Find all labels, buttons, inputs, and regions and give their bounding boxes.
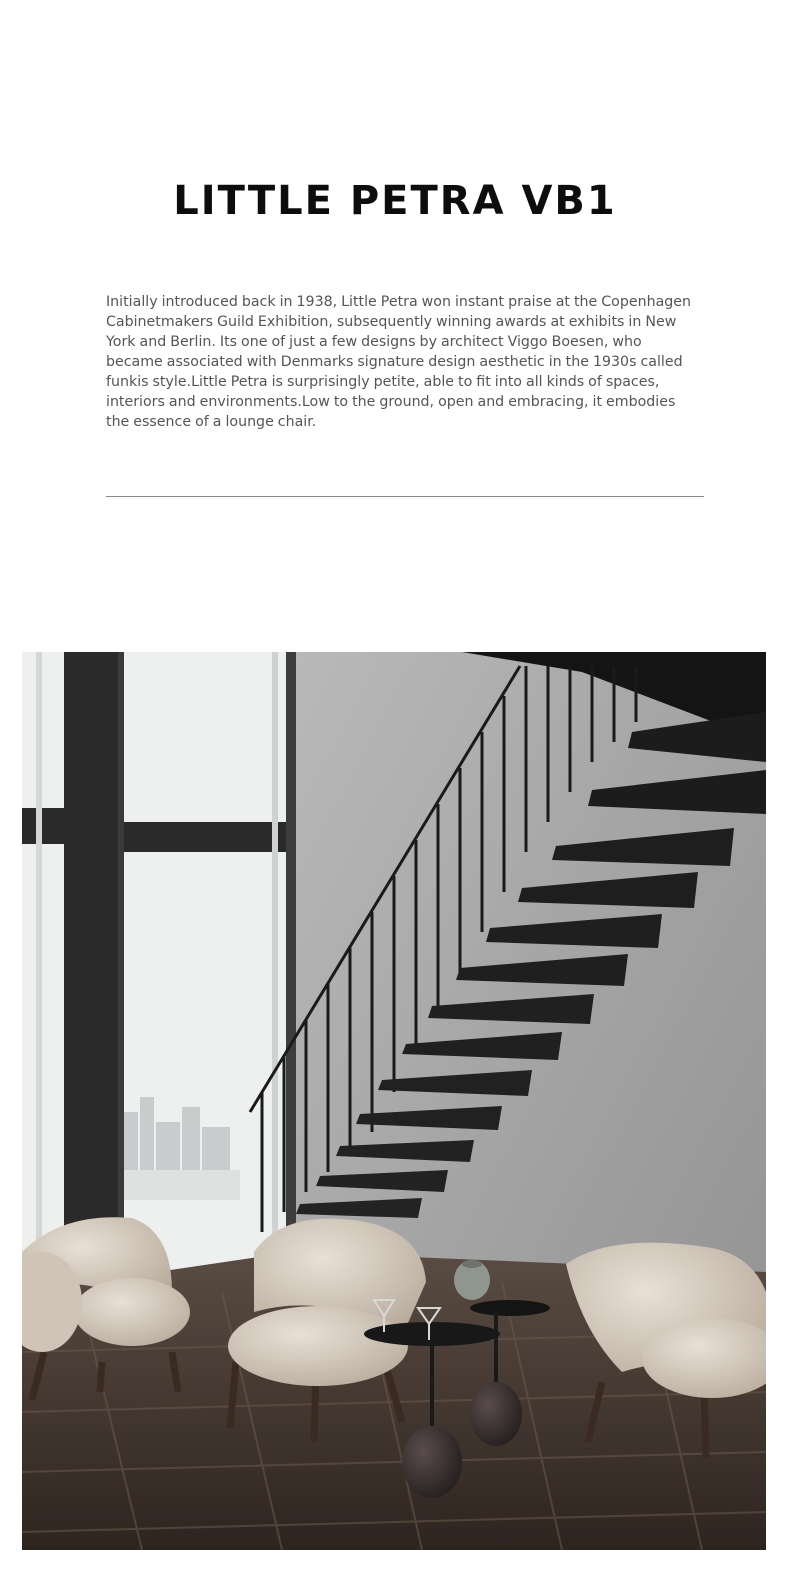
- page-title: LITTLE PETRA VB1: [173, 178, 617, 224]
- product-description: Initially introduced back in 1938, Little Petra won instant praise at the Copenhagen Cabinetmakers Guild Exhibition, subsequently winning awards at exhibits in New York and Berlin. Its one of just a few designs by architect Viggo Boesen, who became associated with Denmarks signature design aesthetic in the 1930s called funkis style.Little Petra is surprisingly petite, able to fit into all kinds of spaces, interiors and environments.Low to the ground, open and embracing, it embodies the essence of a lounge chair.: [106, 294, 691, 430]
- product-photo: [22, 652, 766, 1550]
- decor-vase: [454, 1260, 490, 1300]
- section-divider: [106, 496, 704, 497]
